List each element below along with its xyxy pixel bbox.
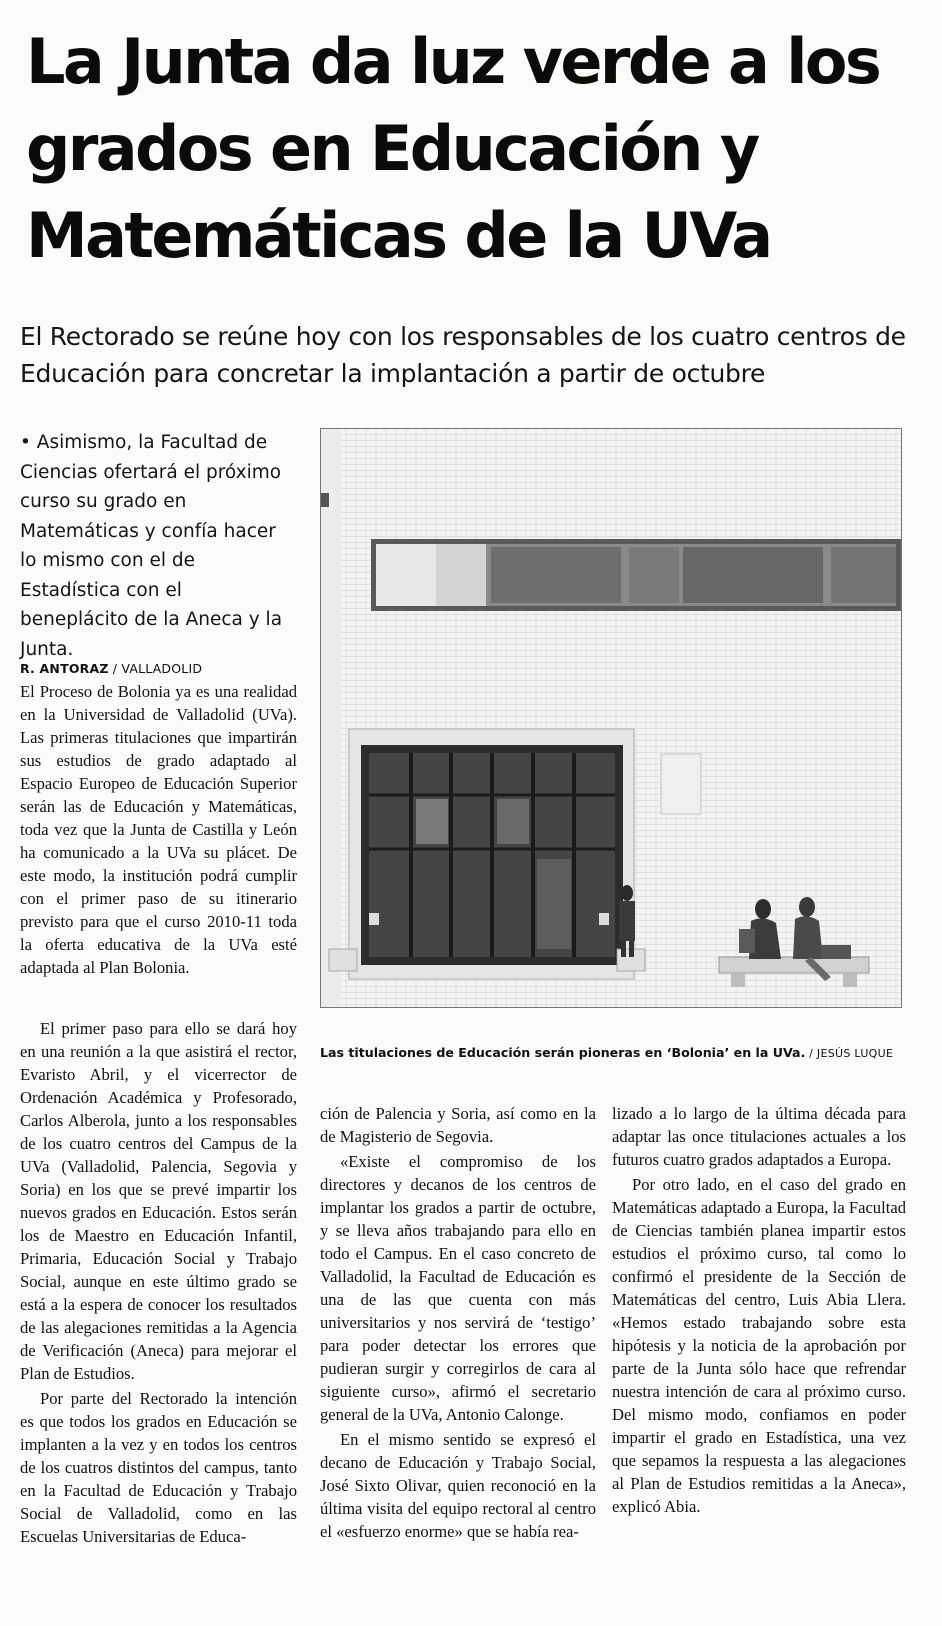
body-paragraph: Por otro lado, en el caso del grado en Matemáticas adaptado a Europa, la Facultad de Ciencias también planea impartir estos estudios el próximo curso, tal como lo confirmó el presidente de la Sección de Matemáticas del centro, Luis Abia Llera. «Hemos estado trabajando sobre esta hipótesis y la noticia de la aprobación por parte de la Junta sólo hace que refrendar nuestra intención de cara al próximo curso. Del mismo modo, confiamos en poder impartir el grado en Estadística, una vez que sepamos la respuesta a las alegaciones al Plan de Estudios remitidas a la Aneca», explicó Abia.	[612, 1175, 906, 1516]
photo-caption	[320, 1045, 910, 1060]
article-column-2	[320, 1102, 596, 1543]
caption-text: Las titulaciones de Educación serán pioneras en ‘Bolonia’ en la UVa.	[320, 1045, 806, 1060]
body-paragraph: «Existe el compromiso de los directores y decanos de los centros de implantar los grados a partir de octubre, y se lleva años trabajando para ello en todo el Campus. En el caso concreto de Valladolid, la Facultad de Educación es una de las que cuenta con más universitarios y nos servirá de ‘testigo’ para poder detectar los errores que pudieran surgir y corregirlos de cara al siguiente curso», afirmó el secretario general de la UVa, Antonio Calonge.	[320, 1152, 596, 1424]
byline-location: / VALLADOLID	[108, 661, 203, 676]
body-paragraph: Por parte del Rectorado la intención es que todos los grados en Educación se implanten a la vez y en todos los centros de los cuatros distintos del campus, tanto en la Facultad de Educación y Trabajo Social de Valladolid, como en las Escuelas Universitarias de Educa-	[20, 1389, 297, 1546]
subheadline: El Rectorado se reúne hoy con los responsables de los cuatro centros de Educación para concretar la implantación a partir de octubre	[20, 322, 906, 388]
article-column-1-bottom	[20, 1015, 297, 1548]
headline: La Junta da luz verde a los grados en Educación y Matemáticas de la UVa	[26, 25, 880, 272]
body-paragraph: El Proceso de Bolonia ya es una realidad en la Universidad de Valladolid (UVa). Las primeras titulaciones que impartirán sus estudios de grado adaptado al Espacio Europeo de Educación Superior serán las de Educación y Matemáticas, toda vez que la Junta de Castilla y León ha comunicado a la UVa su plácet. De este modo, la institución podrá cumplir con el primer paso de su itinerario previsto para que el curso 2010-11 toda la oferta educativa de la UVa esté adaptada al Plan Bolonia.	[20, 682, 297, 977]
article-column-3	[612, 1102, 906, 1518]
photo-credit: / JESÚS LUQUE	[805, 1047, 894, 1060]
body-paragraph: El primer paso para ello se dará hoy en una reunión a la que asistirá el rector, Evaristo Abril, y el vicerrector de Ordenación Académica y Profesorado, Carlos Alberola, junto a los responsables de los cuatro centros del Campus de la UVa (Valladolid, Palencia, Segovia y Soria) en los que se prevé impartir los nuevos grados en Educación. Estos serán los de Maestro en Educación Infantil, Primaria, Educación Social y Trabajo Social, aunque en este último grado se está a la espera de conocer los resultados de las alegaciones remitidas a la Agencia de Verificación (Aneca) para mejorar el Plan de Estudios.	[20, 1019, 297, 1383]
byline	[20, 661, 202, 676]
summary-highlight: • Asimismo, la Facultad de Ciencias ofertará el próximo curso su grado en Matemáticas y confía hacer lo mismo con el de Estadística con el beneplácito de la Aneca y la Junta.	[20, 432, 283, 660]
article-photo	[320, 428, 902, 1008]
body-paragraph: ción de Palencia y Soria, así como en la de Magisterio de Segovia.	[320, 1104, 596, 1146]
byline-author: R. ANTORAZ	[20, 661, 109, 676]
body-paragraph: En el mismo sentido se expresó el decano de Educación y Trabajo Social, José Sixto Olivar, quien reconoció en la última visita del equipo rectoral al centro el «esfuerzo enorme» que se había rea-	[320, 1430, 596, 1541]
building-entrance-image	[321, 429, 901, 1007]
body-paragraph: lizado a lo largo de la última década para adaptar las once titulaciones actuales a los futuros cuatro grados adaptados a Europa.	[612, 1104, 906, 1169]
article-column-1-top	[20, 680, 297, 979]
